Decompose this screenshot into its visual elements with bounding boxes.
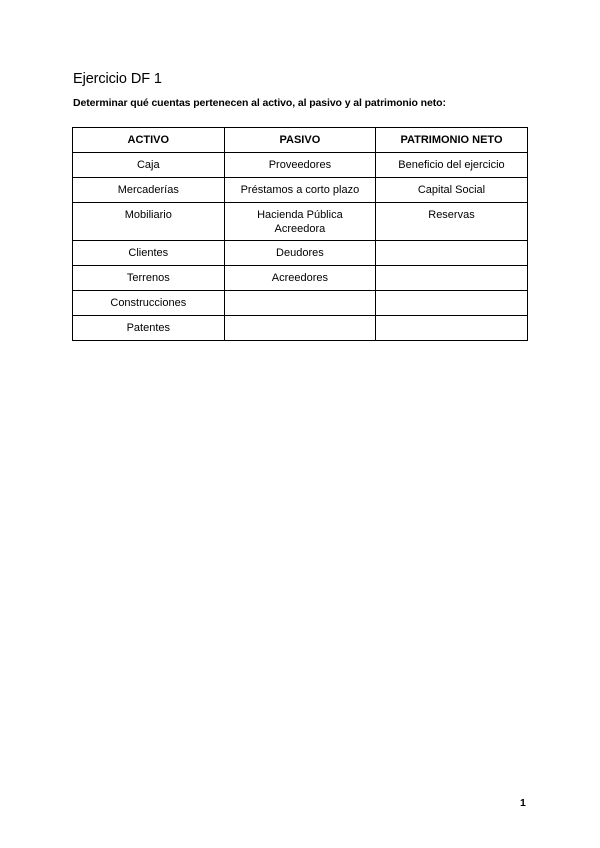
table-row <box>73 291 528 316</box>
table-cell: Préstamos a corto plazo <box>224 178 376 203</box>
table-cell: Acreedores <box>224 266 376 291</box>
table-cell: Beneficio del ejercicio <box>376 153 528 178</box>
table-cell: Construcciones <box>73 291 225 316</box>
table-cell: Proveedores <box>224 153 376 178</box>
table-cell: Capital Social <box>376 178 528 203</box>
table-row <box>73 178 528 203</box>
header-activo: ACTIVO <box>73 128 225 153</box>
table-row <box>73 153 528 178</box>
table-cell: Deudores <box>224 241 376 266</box>
accounts-table <box>72 127 528 341</box>
table-cell: Mobiliario <box>73 203 225 241</box>
table-cell <box>224 316 376 341</box>
table-cell: Reservas <box>376 203 528 241</box>
table-row <box>73 203 528 241</box>
table-cell <box>376 316 528 341</box>
page-number: 1 <box>520 797 526 809</box>
table-cell: Caja <box>73 153 225 178</box>
table-cell <box>376 266 528 291</box>
table-cell: Clientes <box>73 241 225 266</box>
table-cell: Mercaderías <box>73 178 225 203</box>
table-cell <box>376 291 528 316</box>
header-patrimonio-neto: PATRIMONIO NETO <box>376 128 528 153</box>
header-pasivo: PASIVO <box>224 128 376 153</box>
table-cell: Hacienda Pública Acreedora <box>224 203 376 241</box>
table-cell: Patentes <box>73 316 225 341</box>
table-cell <box>376 241 528 266</box>
table-row <box>73 266 528 291</box>
table-header-row <box>73 128 528 153</box>
table-cell: Terrenos <box>73 266 225 291</box>
table-row <box>73 241 528 266</box>
document-instruction: Determinar qué cuentas pertenecen al activo, al pasivo y al patrimonio neto: <box>73 97 446 109</box>
table-row <box>73 316 528 341</box>
document-title: Ejercicio DF 1 <box>73 71 162 87</box>
table-cell <box>224 291 376 316</box>
